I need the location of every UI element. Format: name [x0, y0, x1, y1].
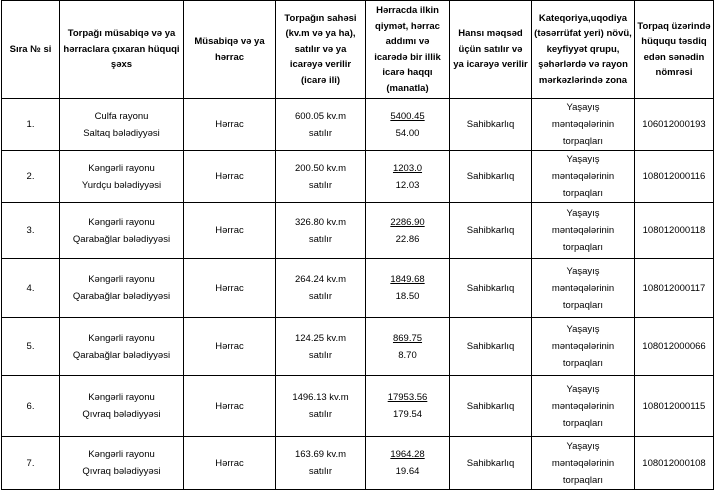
table-row	[2, 437, 714, 490]
deal-type: satılır	[308, 466, 333, 477]
cell-type: Hərrac	[184, 151, 276, 203]
category-line-2: məntəqələrinin	[551, 171, 615, 182]
cell-no: 7.	[2, 437, 60, 490]
cell-purpose: Sahibkarlıq	[450, 151, 532, 203]
cell-area	[276, 151, 366, 203]
category-line-2: məntəqələrinin	[551, 225, 615, 236]
area-value: 600.05 kv.m	[294, 110, 347, 122]
cell-person	[60, 259, 184, 318]
cell-purpose: Sahibkarlıq	[450, 318, 532, 376]
district-name: Kəngərli rayonu	[88, 449, 155, 460]
cell-category	[532, 151, 635, 203]
cell-price	[366, 376, 450, 437]
category-line-3: torpaqları	[562, 188, 604, 199]
cell-doc: 108012000118	[635, 203, 714, 259]
table-row	[2, 318, 714, 376]
area-value: 326.80 kv.m	[294, 216, 347, 228]
cell-category	[532, 259, 635, 318]
deal-type: satılır	[308, 349, 333, 361]
cell-type: Hərrac	[184, 99, 276, 151]
cell-category	[532, 203, 635, 259]
cell-purpose: Sahibkarlıq	[450, 203, 532, 259]
category-line-3: torpaqları	[562, 474, 604, 486]
header-person: Torpağı müsabiqə və ya hərraclara çıxaran hüquqi şəxs	[60, 1, 184, 99]
auction-step: 22.86	[395, 233, 420, 245]
municipality-name: Qıvraq bələdiyyəsi	[82, 409, 161, 420]
land-auction-table	[1, 0, 714, 490]
cell-no: 5.	[2, 318, 60, 376]
cell-type: Hərrac	[184, 318, 276, 376]
header-price: Hərracda ilkin qiymət, hərrac addımı və icarədə bir illik icarə haqqı (manatla)	[366, 1, 450, 99]
cell-area	[276, 259, 366, 318]
municipality-name: Saltaq bələdiyyəsi	[83, 127, 160, 139]
table-row	[2, 151, 714, 203]
category-line-1: Yaşayış	[566, 154, 600, 165]
initial-price: 1849.68	[390, 274, 425, 285]
cell-person	[60, 376, 184, 437]
cell-doc: 108012000117	[635, 259, 714, 318]
initial-price: 5400.45	[390, 110, 425, 122]
header-row	[2, 1, 714, 99]
cell-no: 6.	[2, 376, 60, 437]
category-line-3: torpaqları	[562, 136, 604, 147]
cell-area	[276, 376, 366, 437]
initial-price: 2286.90	[390, 216, 425, 228]
category-line-2: məntəqələrinin	[551, 457, 615, 469]
category-line-1: Yaşayış	[566, 324, 600, 335]
category-line-3: torpaqları	[562, 299, 604, 311]
cell-purpose: Sahibkarlıq	[450, 259, 532, 318]
category-line-1: Yaşayış	[566, 440, 600, 452]
cell-no: 3.	[2, 203, 60, 259]
district-name: Kəngərli rayonu	[88, 216, 155, 228]
area-value: 124.25 kv.m	[294, 332, 347, 344]
cell-purpose: Sahibkarlıq	[450, 99, 532, 151]
cell-category	[532, 437, 635, 490]
cell-person	[60, 151, 184, 203]
table-row	[2, 203, 714, 259]
cell-category	[532, 376, 635, 437]
deal-type: satılır	[308, 233, 333, 245]
cell-price	[366, 151, 450, 203]
initial-price: 1203.0	[392, 162, 423, 174]
deal-type: satılır	[308, 409, 333, 420]
area-value: 163.69 kv.m	[294, 449, 347, 460]
category-line-2: məntəqələrinin	[551, 400, 615, 412]
table-row	[2, 259, 714, 318]
category-line-1: Yaşayış	[566, 265, 600, 277]
area-value: 200.50 kv.m	[294, 162, 347, 174]
deal-type: satılır	[308, 179, 333, 191]
cell-area	[276, 99, 366, 151]
auction-step: 8.70	[398, 349, 417, 361]
municipality-name: Qarabağlar bələdiyyəsi	[72, 291, 171, 302]
initial-price: 17953.56	[387, 392, 428, 403]
category-line-2: məntəqələrinin	[551, 282, 615, 294]
category-line-3: torpaqları	[562, 242, 604, 253]
municipality-name: Qarabağlar bələdiyyəsi	[72, 349, 171, 361]
municipality-name: Qarabağlar bələdiyyəsi	[72, 233, 171, 245]
area-value: 1496.13 kv.m	[292, 392, 349, 403]
category-line-3: torpaqları	[562, 417, 604, 429]
auction-step: 179.54	[392, 409, 423, 420]
cell-doc: 108012000108	[635, 437, 714, 490]
table-row	[2, 376, 714, 437]
district-name: Kəngərli rayonu	[88, 274, 155, 285]
cell-area	[276, 318, 366, 376]
cell-type: Hərrac	[184, 259, 276, 318]
category-line-1: Yaşayış	[566, 383, 600, 395]
header-area: Torpağın sahəsi (kv.m və ya ha), satılır və ya icarəyə verilir (icarə ili)	[276, 1, 366, 99]
header-purpose: Hansı məqsəd üçün satılır və ya icarəyə verilir	[450, 1, 532, 99]
area-value: 264.24 kv.m	[294, 274, 347, 285]
category-line-1: Yaşayış	[566, 208, 600, 219]
initial-price: 1964.28	[390, 449, 425, 460]
cell-doc: 106012000193	[635, 99, 714, 151]
district-name: Kəngərli rayonu	[88, 392, 155, 403]
cell-person	[60, 437, 184, 490]
district-name: Kəngərli rayonu	[88, 162, 155, 174]
cell-price	[366, 203, 450, 259]
cell-doc: 108012000116	[635, 151, 714, 203]
cell-type: Hərrac	[184, 203, 276, 259]
cell-purpose: Sahibkarlıq	[450, 437, 532, 490]
cell-price	[366, 99, 450, 151]
auction-step: 54.00	[395, 127, 420, 139]
cell-type: Hərrac	[184, 376, 276, 437]
cell-person	[60, 203, 184, 259]
deal-type: satılır	[308, 127, 333, 139]
municipality-name: Qıvraq bələdiyyəsi	[82, 466, 161, 477]
cell-area	[276, 203, 366, 259]
municipality-name: Yurdçu bələdiyyəsi	[81, 179, 162, 191]
cell-no: 1.	[2, 99, 60, 151]
cell-category	[532, 318, 635, 376]
auction-step: 19.64	[395, 466, 420, 477]
header-type: Müsabiqə və ya hərrac	[184, 1, 276, 99]
cell-person	[60, 99, 184, 151]
header-doc: Torpaq üzərində hüququ təsdiq edən sənədin nömrəsi	[635, 1, 714, 99]
table-row	[2, 99, 714, 151]
district-name: Kəngərli rayonu	[88, 332, 155, 344]
cell-category	[532, 99, 635, 151]
category-line-3: torpaqları	[562, 358, 604, 369]
header-no: Sıra № si	[2, 1, 60, 99]
cell-doc: 108012000115	[635, 376, 714, 437]
auction-step: 18.50	[395, 291, 420, 302]
cell-price	[366, 259, 450, 318]
cell-person	[60, 318, 184, 376]
cell-price	[366, 318, 450, 376]
category-line-2: məntəqələrinin	[551, 119, 615, 130]
cell-doc: 108012000066	[635, 318, 714, 376]
cell-no: 2.	[2, 151, 60, 203]
deal-type: satılır	[308, 291, 333, 302]
initial-price: 869.75	[392, 332, 423, 344]
category-line-2: məntəqələrinin	[551, 341, 615, 352]
header-category: Kateqoriya,uqodiya (təsərrüfat yeri) növü, keyfiyyət qrupu, şəhərlərdə və rayon mərkəzlərində zona	[532, 1, 635, 99]
category-line-1: Yaşayış	[566, 102, 600, 113]
district-name: Culfa rayonu	[94, 110, 149, 122]
cell-price	[366, 437, 450, 490]
cell-area	[276, 437, 366, 490]
cell-no: 4.	[2, 259, 60, 318]
cell-type: Hərrac	[184, 437, 276, 490]
cell-purpose: Sahibkarlıq	[450, 376, 532, 437]
auction-step: 12.03	[395, 179, 420, 191]
